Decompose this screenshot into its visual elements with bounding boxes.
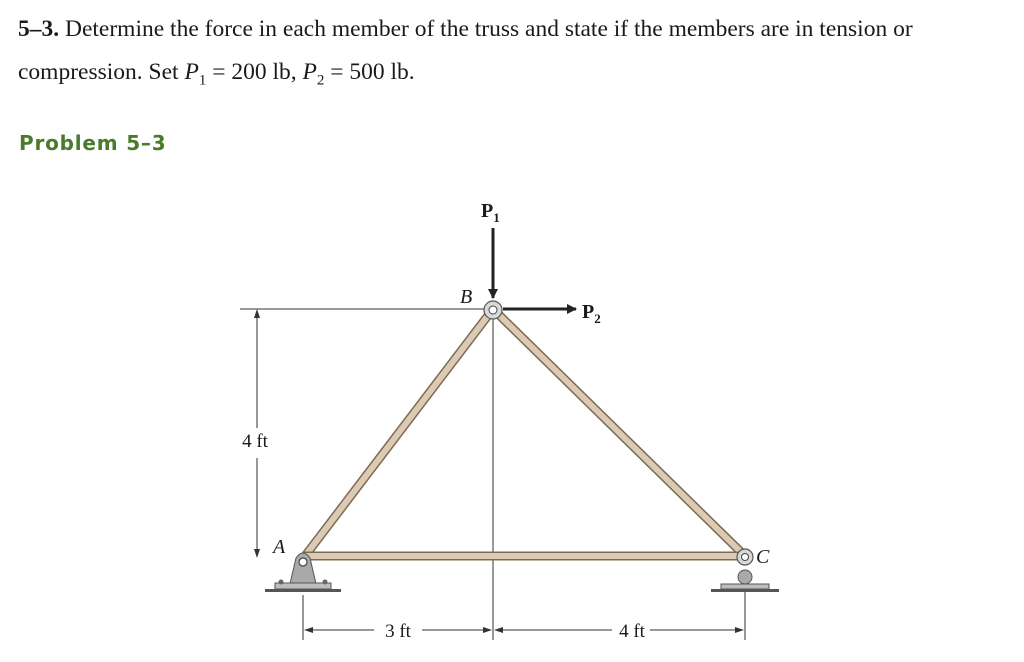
dim-height-label: 4 ft xyxy=(242,431,268,452)
problem-text-cont: compression. Set xyxy=(18,59,179,85)
joint-c xyxy=(737,549,753,565)
joint-label-c: C xyxy=(756,546,770,568)
joint-label-b: B xyxy=(460,286,473,308)
joint-b xyxy=(484,301,502,319)
p2-subscript: 2 xyxy=(316,72,325,89)
problem-heading: Problem 5–3 xyxy=(19,131,167,155)
member-bc xyxy=(493,309,745,556)
p1-value: = 200 lb, xyxy=(206,59,303,85)
load-p2-label: $P_2$ xyxy=(582,301,601,326)
p1-symbol: P xyxy=(184,59,199,85)
problem-number: 5–3. xyxy=(18,16,60,42)
p1-subscript: 1 xyxy=(198,72,207,89)
roller-support-c xyxy=(711,570,779,592)
dim-left-label: 3 ft xyxy=(385,621,411,642)
width-dimension xyxy=(304,627,744,633)
member-ab xyxy=(305,309,493,556)
p2-value: = 500 lb. xyxy=(324,59,415,85)
joint-label-a: A xyxy=(273,536,286,558)
dim-right-label: 4 ft xyxy=(619,621,645,642)
p2-symbol: P xyxy=(302,59,317,85)
problem-text: Determine the force in each member of the truss and state if the members are in tension or xyxy=(65,16,913,42)
load-p1-label: $P_1$ xyxy=(481,200,500,225)
